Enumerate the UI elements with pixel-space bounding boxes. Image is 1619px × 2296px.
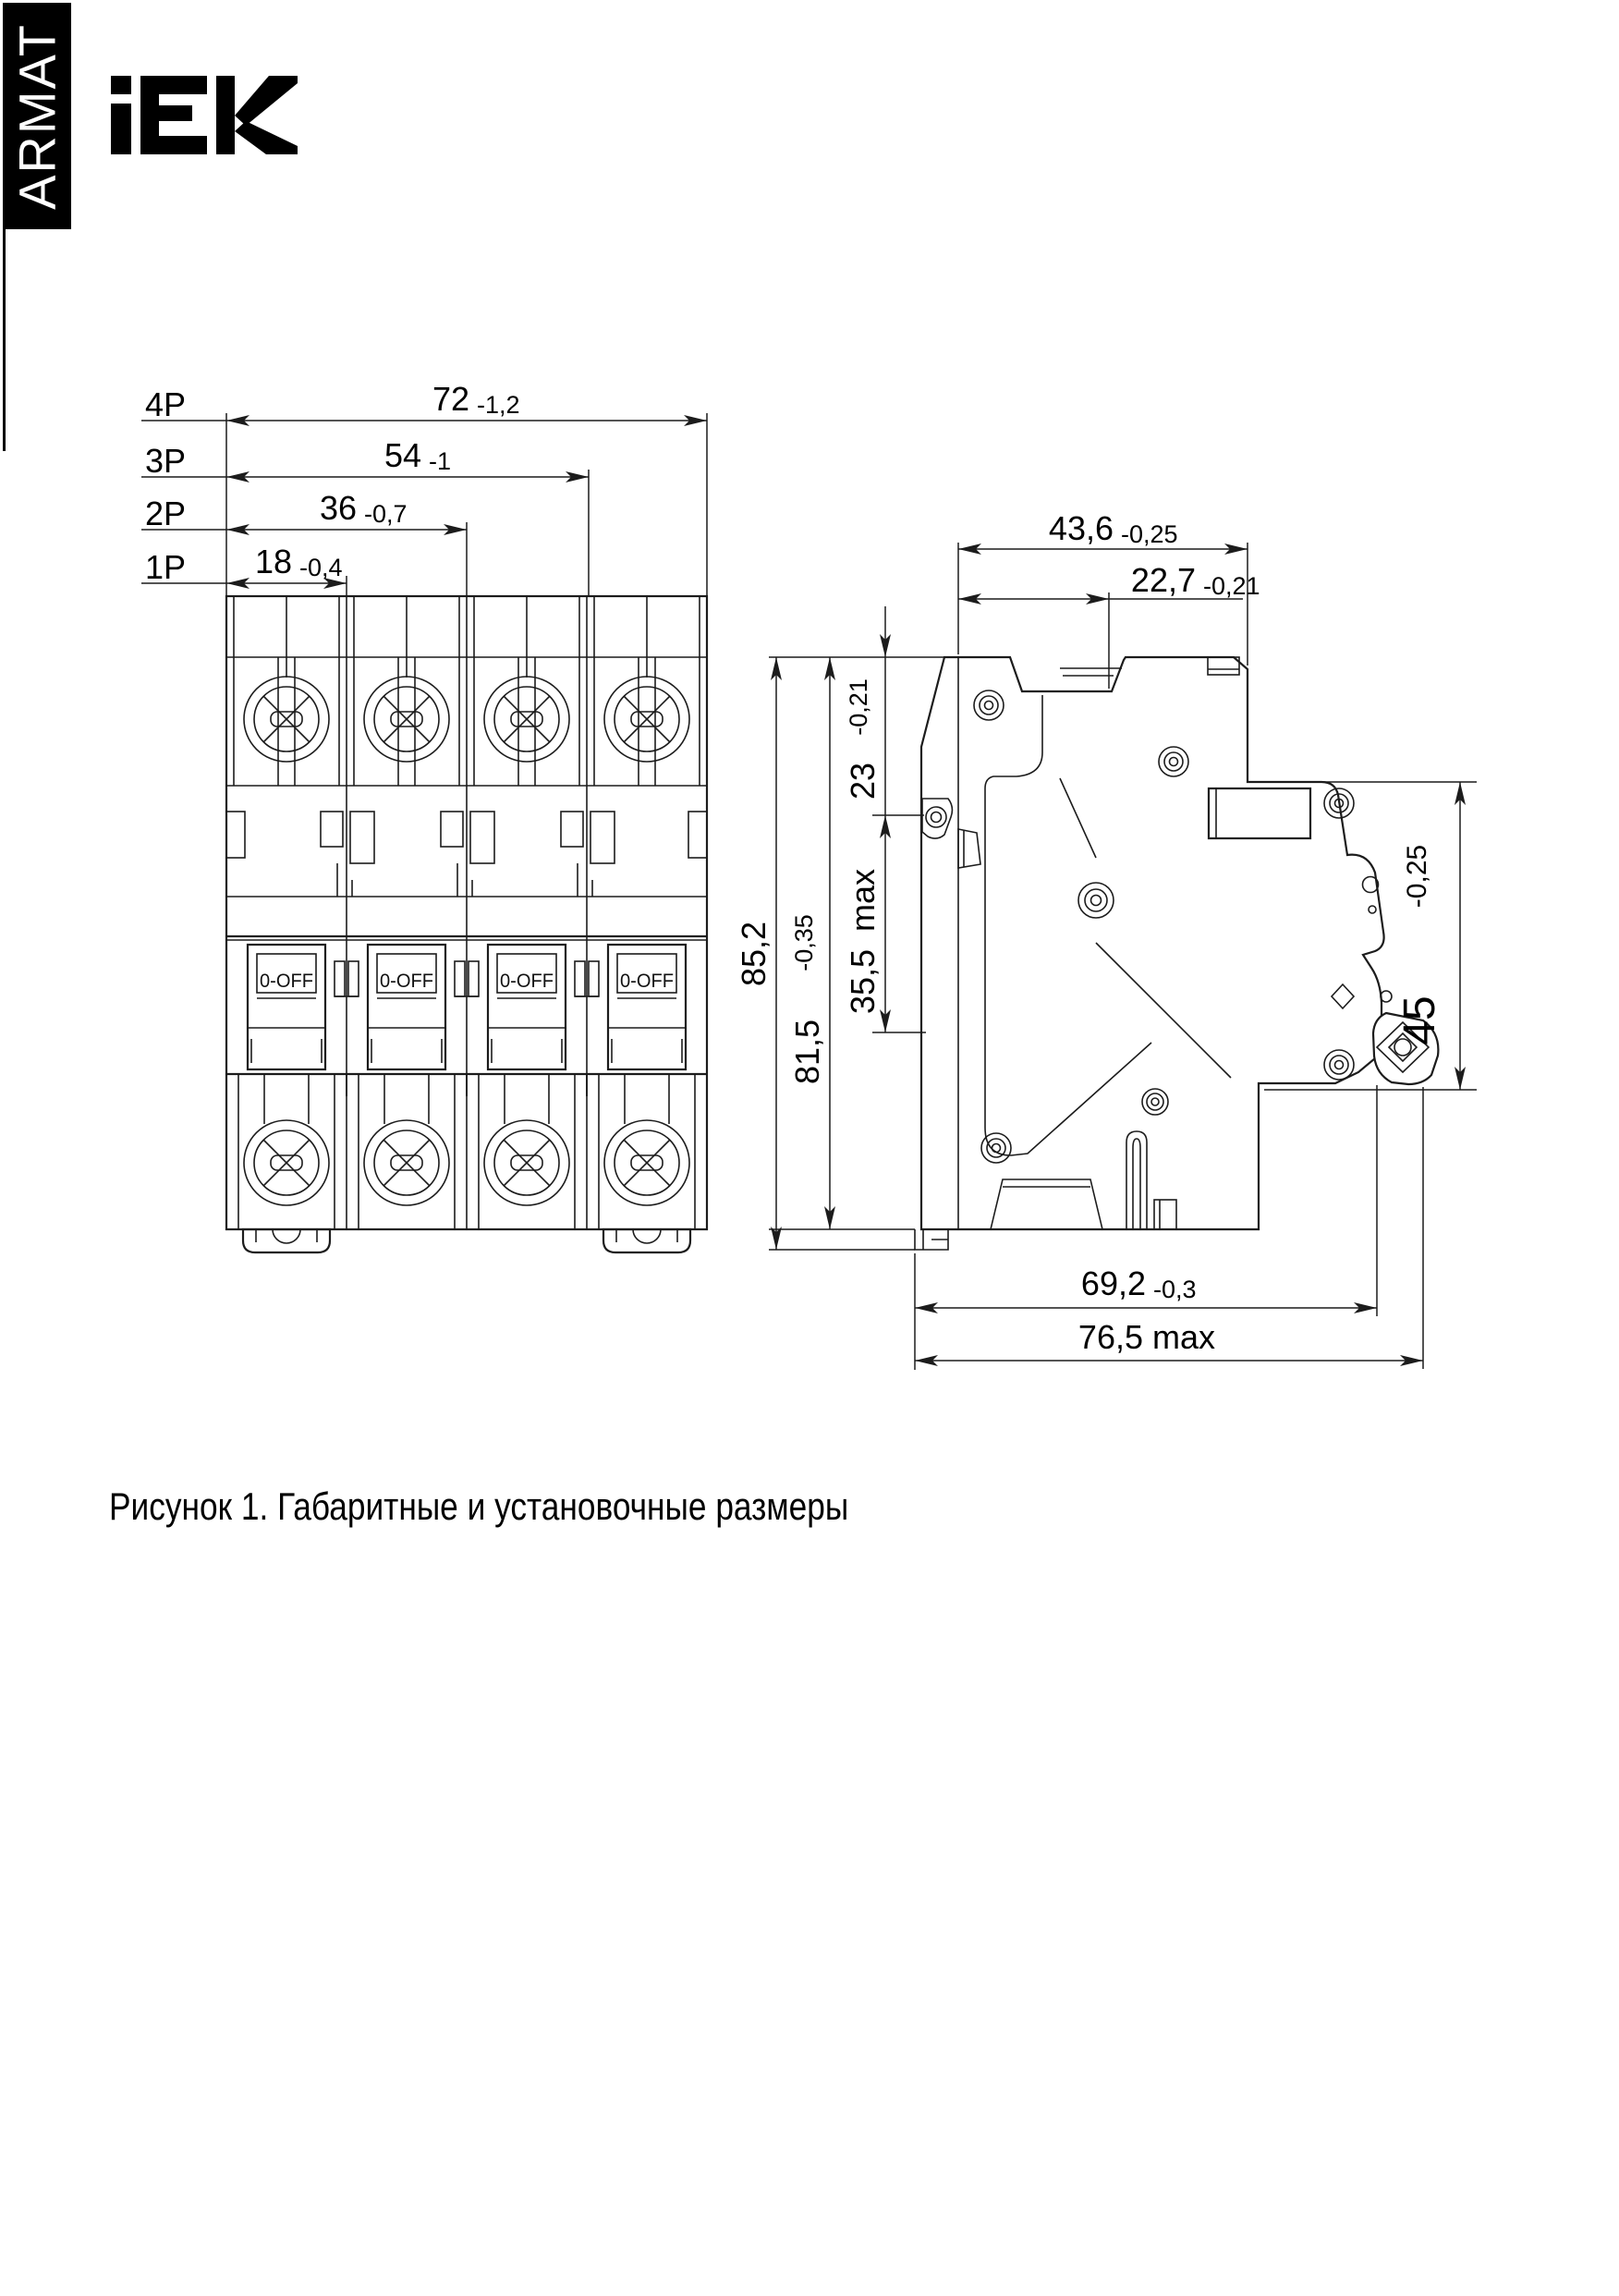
dim-recess-height [844,815,926,1032]
front-view [226,596,707,1252]
dim-recess-height-value: 35,5 [844,948,882,1015]
dim-terminal-zone-height-tol: -0,21 [845,678,872,736]
front-dimensions [141,380,707,596]
side-dimensions [735,509,1477,1370]
dim-overall-height-value: 85,2 [735,921,773,987]
dim-max-depth-value: 76,5 [1077,1318,1143,1356]
dim-front-face-height-value: 45 [1395,995,1444,1045]
dim-overall-height [735,657,944,1250]
series-name: ARMAT [7,22,67,210]
dim-3p [141,436,589,480]
dim-2p [141,489,467,532]
dim-4p-value: 72 [432,380,469,418]
dim-overall-depth-tol: -0,25 [1121,520,1178,548]
dim-body-height-tol: -0,35 [790,914,818,971]
dim-2p-tol: -0,7 [364,500,408,528]
dim-1p-tol: -0,4 [299,554,343,581]
dim-terminal-depth-tol: -0,21 [1203,572,1260,600]
dim-overall-depth-value: 43,6 [1048,509,1114,547]
handle-label-1: 0-OFF [260,971,313,992]
pole-label-2p: 2P [145,495,187,532]
dim-body-height [788,657,830,1229]
rivets [974,690,1354,1163]
pole-label-4p: 4P [145,385,187,423]
handle-label-4: 0-OFF [620,971,674,992]
dim-terminal-depth-value: 22,7 [1130,561,1196,599]
dim-1p [141,543,347,586]
dim-front-face-height-tol: -0,25 [1402,844,1432,909]
dim-mount-depth-value: 69,2 [1080,1264,1146,1302]
dim-mount-depth-tol: -0,3 [1153,1276,1197,1303]
figure-caption: Рисунок 1. Габаритные и установочные размеры [109,1484,849,1528]
dim-recess-height-tol: max [844,868,882,933]
dim-max-depth-tol: max [1152,1318,1216,1356]
dim-3p-tol: -1 [429,447,452,475]
side-view [915,657,1438,1250]
handle-label-3: 0-OFF [500,971,554,992]
dim-front-face-height [1264,782,1477,1090]
dim-3p-value: 54 [383,436,421,474]
dim-mount-depth [915,1085,1377,1370]
pole-label-3p: 3P [145,442,187,480]
dim-2p-value: 36 [319,489,357,527]
dim-terminal-zone-height-value: 23 [844,762,882,800]
pole-label-1p: 1P [145,548,187,586]
dim-1p-value: 18 [254,543,292,580]
dim-terminal-zone-height [844,606,885,815]
din-rail-clips [243,1229,690,1252]
dim-body-height-value: 81,5 [788,1019,826,1085]
handle-label-2: 0-OFF [380,971,433,992]
dim-4p-tol: -1,2 [477,391,520,419]
